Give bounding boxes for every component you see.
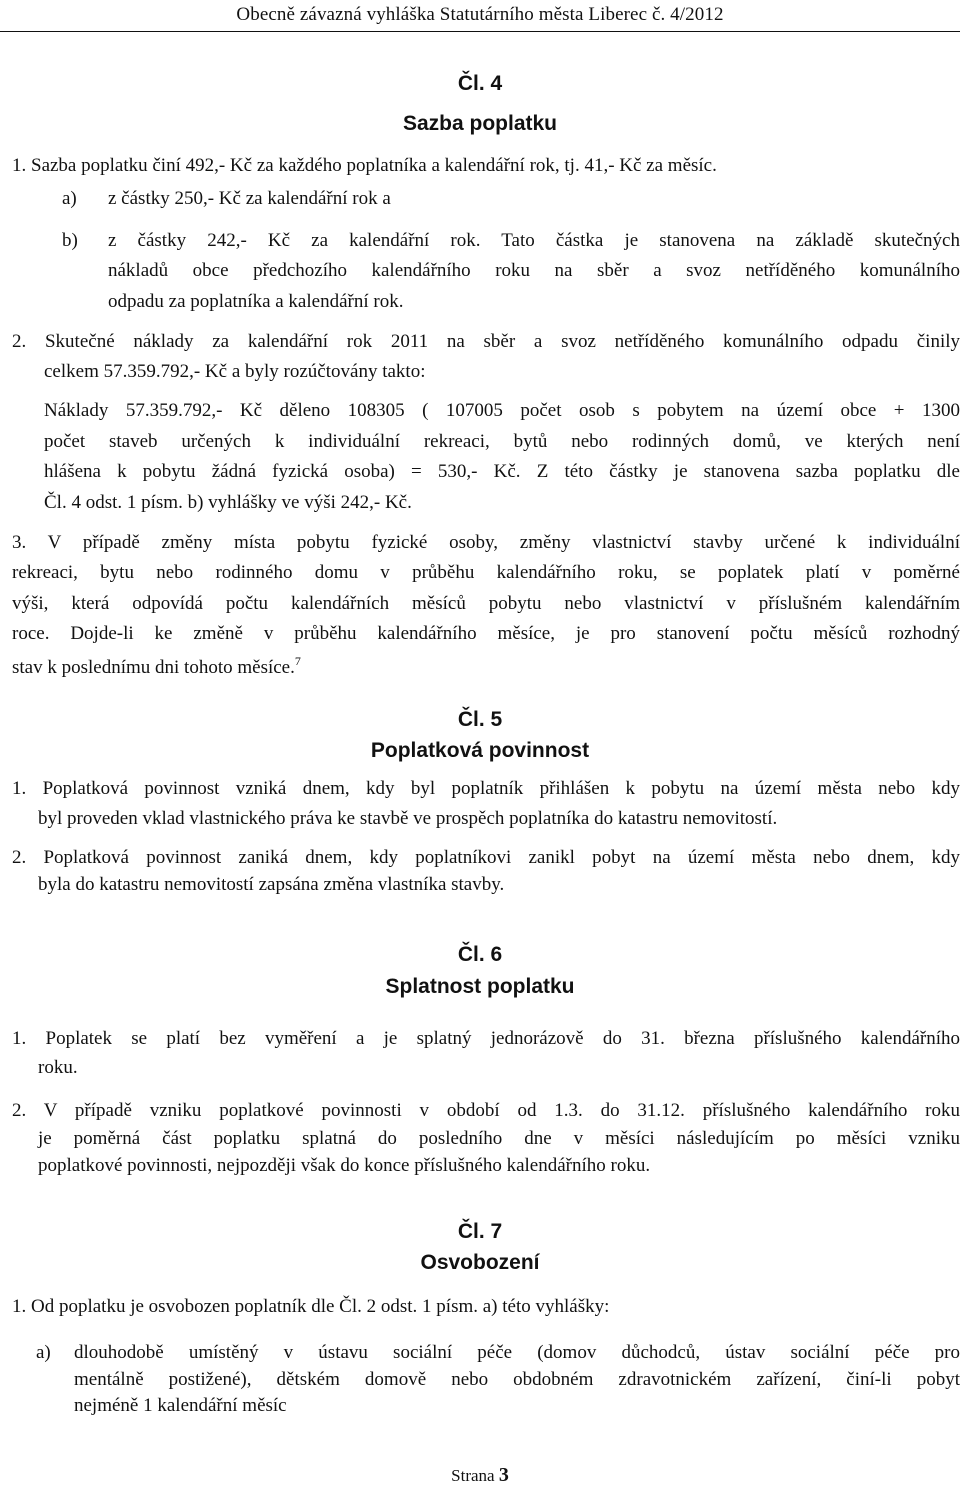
- art4-item-b-line-2: nákladů obce předchozího kalendářního roku na sběr a svoz netříděného komunálního: [108, 260, 960, 281]
- art6-paragraph-1-line-2: roku.: [38, 1057, 78, 1078]
- article-6-number: Čl. 6: [457, 943, 503, 966]
- art7-item-a-line-1: dlouhodobě umístěný v ústavu sociální péče (domov důchodců, ústav sociální péče pro: [74, 1342, 960, 1363]
- art4-paragraph-3-last-text: stav k poslednímu dni tohoto měsíce.: [12, 657, 295, 678]
- art7-item-a-line-3: nejméně 1 kalendářní měsíc: [74, 1395, 287, 1416]
- art4-paragraph-3-line-4: roce. Dojde-li ke změně v průběhu kalendářního měsíce, je pro stanovení počtu měsíců rozhodný: [12, 623, 960, 644]
- page-footer: [0, 1464, 960, 1487]
- art6-paragraph-2-line-2: je poměrná část poplatku splatná do posledního dne v měsíci následujícím po měsíci vzniku: [38, 1128, 960, 1149]
- article-6-title: Splatnost poplatku: [385, 975, 575, 998]
- footnote-marker: 7: [294, 654, 301, 668]
- art4-paragraph-2-line-2: celkem 57.359.792,- Kč a byly rozúčtovány takto:: [44, 361, 426, 382]
- article-4-number: Čl. 4: [457, 72, 503, 95]
- art7-item-a-line-2: mentálně postižené), dětském domově nebo obdobném zdravotnickém zařízení, činí-li pobyt: [74, 1369, 960, 1390]
- art4-paragraph-3-line-2: rekreaci, bytu nebo rodinného domu v průběhu kalendářního roku, se poplatek platí v poměrné: [12, 562, 960, 583]
- art4-item-b-label: b): [62, 230, 78, 251]
- art6-paragraph-1-line-1: 1. Poplatek se platí bez vyměření a je splatný jednorázově do 31. března příslušného kalendářního: [12, 1028, 960, 1049]
- article-7-title: Osvobození: [420, 1251, 540, 1274]
- art4-paragraph-3-line-1: 3. V případě změny místa pobytu fyzické osoby, změny vlastnictví stavby určené k individuální: [12, 532, 960, 553]
- header-rule: [0, 31, 960, 32]
- page-header: Obecně závazná vyhláška Statutárního města Liberec č. 4/2012: [236, 4, 724, 25]
- naklady-line-2: počet staveb určených k individuální rekreaci, bytů nebo rodinných domů, ve kterých není: [44, 431, 960, 452]
- art4-paragraph-2-line-1: 2. Skutečné náklady za kalendářní rok 2011 na sběr a svoz netříděného komunálního odpadu činily: [12, 331, 960, 352]
- article-4-title: Sazba poplatku: [402, 112, 558, 135]
- art4-item-b-line-3: odpadu za poplatníka a kalendářní rok.: [108, 291, 404, 312]
- art4-paragraph-3-line-5: [12, 654, 301, 679]
- page-number: 3: [498, 1464, 509, 1486]
- art5-paragraph-1-line-2: byl proveden vklad vlastnického práva ke stavbě ve prospěch poplatníka do katastru nemovitostí.: [38, 808, 778, 829]
- art7-item-a-label: a): [36, 1342, 51, 1363]
- art4-item-a-text: z částky 250,- Kč za kalendářní rok a: [108, 188, 391, 209]
- art4-item-a-label: a): [62, 188, 77, 209]
- art6-paragraph-2-line-3: poplatkové povinnosti, nejpozději však do konce příslušného kalendářního roku.: [38, 1155, 651, 1176]
- naklady-line-3: hlášena k pobytu žádná fyzická osoba) = 530,- Kč. Z této částky je stanovena sazba poplatku dle: [44, 461, 960, 482]
- article-7-number: Čl. 7: [457, 1220, 503, 1243]
- art5-paragraph-2-line-1: 2. Poplatková povinnost zaniká dnem, kdy poplatníkovi zanikl pobyt na území města nebo dnem, kdy: [12, 847, 960, 868]
- art6-paragraph-2-line-1: 2. V případě vzniku poplatkové povinnosti v období od 1.3. do 31.12. příslušného kalendářního roku: [12, 1100, 960, 1121]
- art4-item-b-line-1: z částky 242,- Kč za kalendářní rok. Tato částka je stanovena na základě skutečných: [108, 230, 960, 251]
- art5-paragraph-1-line-1: 1. Poplatková povinnost vzniká dnem, kdy byl poplatník přihlášen k pobytu na území města nebo kdy: [12, 778, 960, 799]
- art4-paragraph-1: 1. Sazba poplatku činí 492,- Kč za každého poplatníka a kalendářní rok, tj. 41,- Kč za měsíc.: [12, 155, 717, 176]
- article-5-number: Čl. 5: [457, 708, 503, 731]
- art4-paragraph-3-line-3: výši, která odpovídá počtu kalendářních měsíců pobytu nebo vlastnictví v příslušném kalendářním: [12, 593, 960, 614]
- naklady-line-4: Čl. 4 odst. 1 písm. b) vyhlášky ve výši 242,- Kč.: [44, 492, 412, 513]
- article-5-title: Poplatková povinnost: [370, 739, 590, 762]
- page-label: Strana: [451, 1466, 495, 1485]
- art7-paragraph-1: 1. Od poplatku je osvobozen poplatník dle Čl. 2 odst. 1 písm. a) této vyhlášky:: [12, 1296, 610, 1317]
- art5-paragraph-2-line-2: byla do katastru nemovitostí zapsána změna vlastníka stavby.: [38, 874, 505, 895]
- naklady-line-1: Náklady 57.359.792,- Kč děleno 108305 ( 107005 počet osob s pobytem na území obce + 1300: [44, 400, 960, 421]
